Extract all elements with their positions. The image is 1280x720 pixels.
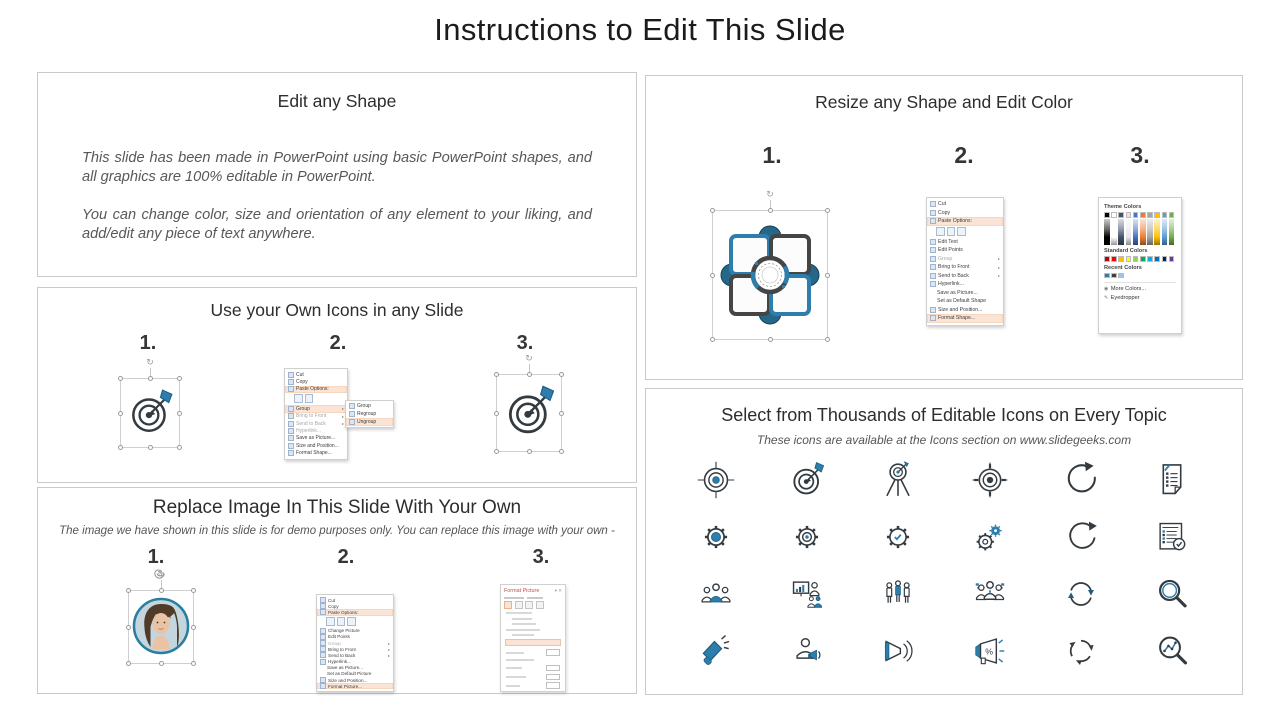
selection-handle[interactable] xyxy=(159,588,164,593)
menu-item-icon xyxy=(320,677,326,683)
selection-handle[interactable] xyxy=(768,208,773,213)
selection-handle[interactable] xyxy=(494,411,499,416)
menu-item-bring-to-front[interactable]: Bring to Front ▸ xyxy=(285,413,347,420)
menu-item-save-as-picture[interactable]: Save as Picture... xyxy=(937,289,978,296)
format-picture-tool-icons[interactable] xyxy=(504,601,562,609)
rotate-handle-icon[interactable]: ↻ xyxy=(766,189,774,199)
menu-item-paste-options[interactable]: Paste Options: xyxy=(285,386,347,393)
discount-megaphone-icon[interactable] xyxy=(968,629,1012,673)
target-dart-icon xyxy=(125,388,175,438)
theme-variant-strip[interactable] xyxy=(1169,219,1175,245)
format-picture-panel xyxy=(500,584,566,692)
format-picture-tabs[interactable] xyxy=(504,597,562,599)
checklist-approved-icon[interactable] xyxy=(1150,515,1194,559)
presentation-board-icon[interactable] xyxy=(785,572,829,616)
standard-color-swatch[interactable] xyxy=(1140,256,1146,262)
menu-item-size-and-position[interactable]: Size and Position... xyxy=(927,306,1003,315)
team-standing-icon[interactable] xyxy=(876,572,920,616)
selected-target-icon[interactable] xyxy=(496,353,562,452)
selection-handle[interactable] xyxy=(118,411,123,416)
skeleton-line xyxy=(506,612,532,614)
menu-item-paste-options[interactable]: Paste Options: xyxy=(317,609,393,615)
team-celebration-icon[interactable] xyxy=(968,572,1012,616)
selection-handle[interactable] xyxy=(126,661,131,666)
eyedropper-item[interactable]: ✎ Eyedropper xyxy=(1104,295,1140,302)
menu-item-edit-points[interactable]: Edit Points xyxy=(317,634,393,640)
theme-variant-strip[interactable] xyxy=(1133,219,1139,245)
menu-item-save-as-picture[interactable]: Save as Picture... xyxy=(285,435,347,442)
theme-colors-row xyxy=(1104,212,1176,218)
selection-handle[interactable] xyxy=(177,411,182,416)
standard-color-swatch[interactable] xyxy=(1147,256,1153,262)
menu-item-format-picture[interactable]: Format Picture... xyxy=(317,683,393,689)
paste-options-icons[interactable] xyxy=(927,226,1003,238)
submenu-arrow-icon: ▸ xyxy=(387,646,390,652)
skeleton-line xyxy=(506,659,534,661)
menu-item-icon xyxy=(288,421,294,427)
menu-item-icon xyxy=(930,264,936,270)
panel-close-icon[interactable]: ▾ ✕ xyxy=(554,588,562,593)
standard-color-swatch[interactable] xyxy=(1104,256,1110,262)
theme-color-swatch[interactable] xyxy=(1169,212,1175,218)
standard-color-swatch[interactable] xyxy=(1133,256,1139,262)
selection-handle[interactable] xyxy=(118,445,123,450)
paste-option-icon[interactable] xyxy=(936,227,945,236)
standard-color-swatch[interactable] xyxy=(1162,256,1168,262)
menu-item-edit-points[interactable]: Edit Points xyxy=(927,246,1003,255)
menu-item-regroup[interactable]: Regroup xyxy=(346,410,393,418)
menu-item-icon xyxy=(930,315,936,321)
target-dart-icon xyxy=(501,384,557,440)
gear-check-icon[interactable] xyxy=(876,515,920,559)
menu-item-group[interactable]: Group ▸ xyxy=(285,405,347,412)
menu-item-icon xyxy=(288,435,294,441)
standard-colors-row xyxy=(1104,256,1176,262)
menu-item-icon xyxy=(320,640,326,646)
theme-color-swatch[interactable] xyxy=(1147,212,1153,218)
menu-item-set-as-default-shape[interactable]: Set as Default Shape xyxy=(937,298,987,305)
selection-handle[interactable] xyxy=(559,411,564,416)
menu-item-set-as-default-picture[interactable]: Set as Default Picture xyxy=(327,671,372,677)
menu-item-format-shape[interactable]: Format Shape... xyxy=(285,450,347,457)
target-dart-icon[interactable] xyxy=(785,458,829,502)
menu-item-group[interactable]: Group ▸ xyxy=(317,640,393,646)
paste-option-icon[interactable] xyxy=(337,617,346,626)
menu-item-icon xyxy=(288,379,294,385)
menu-item-bring-to-front[interactable]: Bring to Front ▸ xyxy=(317,646,393,652)
submenu-arrow-icon: ▸ xyxy=(341,413,344,419)
selection-handle[interactable] xyxy=(494,372,499,377)
menu-item-icon xyxy=(288,450,294,456)
audience-group-icon[interactable] xyxy=(694,572,738,616)
panel-replace-image xyxy=(37,487,637,694)
panel-subtitle: These icons are available at the Icons section on www.slidegeeks.com xyxy=(756,433,1132,447)
rotate-handle-icon[interactable]: ↻ xyxy=(146,357,154,367)
step-number: 2. xyxy=(337,546,355,568)
step-number: 2. xyxy=(954,142,974,168)
menu-item-size-and-position[interactable]: Size and Position... xyxy=(317,677,393,683)
rotate-handle-icon[interactable]: ↻ xyxy=(525,353,533,363)
menu-item-icon xyxy=(349,419,355,425)
magnifier-icon[interactable] xyxy=(1150,572,1194,616)
theme-variant-strip[interactable] xyxy=(1162,219,1168,245)
menu-item-copy[interactable]: Copy xyxy=(285,378,347,385)
recent-color-swatch[interactable] xyxy=(1111,273,1117,279)
standard-colors-label: Standard Colors xyxy=(1104,248,1148,255)
theme-variants xyxy=(1104,219,1176,245)
step-number: 1. xyxy=(762,142,782,168)
panel-resize-edit-color xyxy=(645,75,1243,380)
menu-item-icon xyxy=(320,652,326,658)
portrait-photo xyxy=(132,597,190,655)
double-gears-icon[interactable] xyxy=(968,515,1012,559)
selection-handle[interactable] xyxy=(494,449,499,454)
menu-item-icon xyxy=(320,646,326,652)
step-number: 3. xyxy=(532,546,550,568)
menu-item-icon xyxy=(288,443,294,449)
menu-item-icon xyxy=(288,372,294,378)
menu-item-group[interactable]: Group xyxy=(346,402,393,410)
selection-handle[interactable] xyxy=(527,449,532,454)
step-number: 2. xyxy=(329,332,347,354)
archery-target-icon[interactable] xyxy=(876,458,920,502)
submenu-arrow-icon: ▸ xyxy=(997,273,1000,279)
theme-variant-strip[interactable] xyxy=(1111,219,1117,245)
menu-item-hyperlink[interactable]: Hyperlink... xyxy=(285,427,347,434)
cycle-arrows-icon[interactable] xyxy=(1059,629,1103,673)
menu-item-hyperlink[interactable]: Hyperlink... xyxy=(927,280,1003,289)
highlighted-option-row[interactable] xyxy=(505,639,561,646)
selection-handle[interactable] xyxy=(768,337,773,342)
theme-color-swatch[interactable] xyxy=(1111,212,1117,218)
panel-heading: Use your Own Icons in any Slide xyxy=(210,300,464,320)
selection-handle[interactable] xyxy=(825,273,830,278)
eyedropper-icon: ✎ xyxy=(1104,295,1109,302)
recent-color-swatch[interactable] xyxy=(1104,273,1110,279)
skeleton-line xyxy=(512,623,536,625)
selected-portrait-image[interactable] xyxy=(128,569,194,664)
menu-item-icon xyxy=(288,386,294,392)
theme-color-swatch[interactable] xyxy=(1162,212,1168,218)
menu-item-save-as-picture[interactable]: Save as Picture... xyxy=(327,665,364,671)
submenu-arrow-icon: ▸ xyxy=(997,264,1000,270)
more-colors-item[interactable]: ◉ More Colors... xyxy=(1104,286,1146,293)
panel-heading: Resize any Shape and Edit Color xyxy=(815,92,1073,112)
menu-item-cut[interactable]: Cut xyxy=(285,371,347,378)
standard-color-swatch[interactable] xyxy=(1126,256,1132,262)
target-crosshair-icon[interactable] xyxy=(694,458,738,502)
paste-option-icon[interactable] xyxy=(947,227,956,236)
skeleton-line xyxy=(512,618,532,620)
menu-item-icon xyxy=(320,603,326,609)
skeleton-input-row xyxy=(506,665,560,672)
menu-item-cut[interactable]: Cut xyxy=(927,200,1003,209)
menu-item-paste-options[interactable]: Paste Options: xyxy=(927,217,1003,226)
menu-item-icon xyxy=(320,609,326,615)
recent-colors-label: Recent Colors xyxy=(1104,264,1142,271)
rotate-arrow-icon[interactable] xyxy=(1059,515,1103,559)
context-menu-group xyxy=(284,368,377,460)
standard-color-swatch[interactable] xyxy=(1111,256,1117,262)
theme-variant-strip[interactable] xyxy=(1104,219,1110,245)
gear-dot-icon[interactable] xyxy=(785,515,829,559)
menu-item-bring-to-front[interactable]: Bring to Front ▸ xyxy=(927,263,1003,272)
skeleton-line xyxy=(512,634,534,636)
menu-item-send-to-back[interactable]: Send to Back ▸ xyxy=(285,420,347,427)
theme-color-swatch[interactable] xyxy=(1133,212,1139,218)
paste-option-icon[interactable] xyxy=(957,227,966,236)
standard-color-swatch[interactable] xyxy=(1154,256,1160,262)
menu-item-icon xyxy=(320,659,326,665)
menu-item-icon xyxy=(288,428,294,434)
menu-item-hyperlink[interactable]: Hyperlink... xyxy=(317,659,393,665)
standard-color-swatch[interactable] xyxy=(1169,256,1175,262)
theme-variant-strip[interactable] xyxy=(1140,219,1146,245)
step-number: 1. xyxy=(139,332,157,354)
menu-item-icon xyxy=(288,413,294,419)
step-number: 3. xyxy=(1130,142,1150,168)
selection-handle[interactable] xyxy=(191,588,196,593)
selection-handle[interactable] xyxy=(710,337,715,342)
panel-heading: Select from Thousands of Editable Icons on Every Topic xyxy=(721,405,1167,425)
menu-item-icon xyxy=(320,683,326,689)
gear-solid-icon[interactable] xyxy=(694,515,738,559)
panel-edit-any-shape xyxy=(37,72,637,277)
panel-subtitle: The image we have shown in this slide is for demo purposes only. You can replace this image with your own - xyxy=(59,525,615,537)
menu-item-icon xyxy=(320,597,326,603)
color-wheel-icon: ◉ xyxy=(1104,286,1109,293)
menu-item-icon xyxy=(930,201,936,207)
theme-variant-strip[interactable] xyxy=(1147,219,1153,245)
body-paragraph: You can change color, size and orientation of any element to your liking, and add/edit any piece of text anywhere. xyxy=(82,207,592,243)
paste-option-icon[interactable] xyxy=(326,617,335,626)
theme-color-swatch[interactable] xyxy=(1118,212,1124,218)
selected-shape-graphic[interactable] xyxy=(712,189,828,340)
selection-handle[interactable] xyxy=(559,372,564,377)
menu-item-change-picture[interactable]: Change Picture xyxy=(317,628,393,634)
menu-item-icon xyxy=(930,307,936,313)
quad-square-shape xyxy=(720,217,820,333)
menu-item-format-shape[interactable]: Format Shape... xyxy=(927,314,1003,323)
body-paragraph: This slide has been made in PowerPoint using basic PowerPoint shapes, and all graphics are 100% editable in PowerPoint. xyxy=(82,150,592,186)
group-submenu xyxy=(345,400,394,428)
refresh-arrow-icon[interactable] xyxy=(1059,458,1103,502)
panel-icons-library xyxy=(645,388,1243,695)
selection-handle[interactable] xyxy=(559,449,564,454)
panel-heading: Replace Image In This Slide With Your Own xyxy=(152,497,522,518)
menu-item-ungroup[interactable]: Ungroup xyxy=(346,418,393,426)
step-number: 3. xyxy=(516,332,534,354)
color-picker-panel xyxy=(1098,197,1182,334)
menu-item-send-to-back[interactable]: Send to Back ▸ xyxy=(927,272,1003,281)
theme-color-swatch[interactable] xyxy=(1104,212,1110,218)
submenu-arrow-icon: ▸ xyxy=(997,256,1000,262)
submenu-arrow-icon: ▸ xyxy=(341,421,344,427)
paste-option-icon[interactable] xyxy=(347,617,356,626)
selection-handle[interactable] xyxy=(177,445,182,450)
megaphone-promotion-icon[interactable] xyxy=(694,629,738,673)
skeleton-input-row xyxy=(506,682,560,689)
divider xyxy=(1104,282,1176,283)
menu-item-edit-text[interactable]: Edit Text xyxy=(927,238,1003,247)
recent-colors-row xyxy=(1104,273,1176,279)
menu-item-copy[interactable]: Copy xyxy=(317,603,393,609)
menu-item-copy[interactable]: Copy xyxy=(927,209,1003,218)
search-analytics-icon[interactable] xyxy=(1150,629,1194,673)
megaphone-side-icon[interactable] xyxy=(876,629,920,673)
menu-item-icon xyxy=(930,210,936,216)
selection-handle[interactable] xyxy=(177,376,182,381)
menu-item-icon xyxy=(288,406,294,412)
menu-item-icon xyxy=(930,256,936,262)
submenu-arrow-icon: ▸ xyxy=(387,652,390,658)
step-number: 1. xyxy=(147,546,165,568)
selection-handle[interactable] xyxy=(126,588,131,593)
selection-handle[interactable] xyxy=(148,376,153,381)
submenu-arrow-icon: ▸ xyxy=(341,406,344,412)
submenu-arrow-icon: ▸ xyxy=(387,640,390,646)
paste-options-icons[interactable] xyxy=(285,393,347,405)
menu-item-send-to-back[interactable]: Send to Back ▸ xyxy=(317,652,393,658)
theme-colors-label: Theme Colors xyxy=(1104,204,1142,210)
selection-handle[interactable] xyxy=(148,445,153,450)
selection-handle[interactable] xyxy=(825,208,830,213)
paste-options-icons[interactable] xyxy=(317,616,393,628)
selection-handle[interactable] xyxy=(159,661,164,666)
selection-handle[interactable] xyxy=(710,273,715,278)
theme-color-swatch[interactable] xyxy=(1154,212,1160,218)
selection-handle[interactable] xyxy=(527,372,532,377)
selection-handle[interactable] xyxy=(118,376,123,381)
selected-target-icon[interactable] xyxy=(120,357,180,448)
selection-handle[interactable] xyxy=(825,337,830,342)
menu-item-group[interactable]: Group ▸ xyxy=(927,255,1003,264)
paste-option-icon[interactable] xyxy=(294,394,303,403)
menu-item-icon xyxy=(320,634,326,640)
recent-color-swatch[interactable] xyxy=(1118,273,1124,279)
menu-item-icon xyxy=(930,239,936,245)
skeleton-input-row xyxy=(506,649,560,656)
announcer-person-icon[interactable] xyxy=(785,629,829,673)
theme-variant-strip[interactable] xyxy=(1118,219,1124,245)
panel-heading: Edit any Shape xyxy=(277,91,397,111)
rotate-handle-icon[interactable]: ↻ xyxy=(157,569,165,579)
menu-item-cut[interactable]: Cut xyxy=(317,597,393,603)
target-scope-icon[interactable] xyxy=(968,458,1012,502)
skeleton-line xyxy=(506,629,540,631)
format-picture-title: Format Picture xyxy=(504,588,540,594)
page-title: Instructions to Edit This Slide xyxy=(434,12,846,47)
selection-handle[interactable] xyxy=(126,625,131,630)
menu-item-icon xyxy=(930,247,936,253)
document-list-icon[interactable] xyxy=(1150,458,1194,502)
theme-variant-strip[interactable] xyxy=(1154,219,1160,245)
menu-item-icon xyxy=(349,403,355,409)
paste-option-icon[interactable] xyxy=(305,394,314,403)
menu-item-size-and-position[interactable]: Size and Position... xyxy=(285,442,347,449)
standard-color-swatch[interactable] xyxy=(1118,256,1124,262)
menu-item-icon xyxy=(930,281,936,287)
panel-use-own-icons xyxy=(37,287,637,483)
selection-handle[interactable] xyxy=(191,625,196,630)
selection-handle[interactable] xyxy=(710,208,715,213)
menu-item-icon xyxy=(930,218,936,224)
menu-item-icon xyxy=(930,273,936,279)
icon-grid xyxy=(670,451,1218,680)
menu-item-icon xyxy=(349,411,355,417)
menu-item-icon xyxy=(320,628,326,634)
sync-arrows-icon[interactable] xyxy=(1059,572,1103,616)
theme-variant-strip[interactable] xyxy=(1126,219,1132,245)
context-menu-picture xyxy=(316,594,394,692)
context-menu-shape xyxy=(926,197,1004,326)
theme-color-swatch[interactable] xyxy=(1140,212,1146,218)
skeleton-input-row xyxy=(506,674,560,681)
selection-handle[interactable] xyxy=(191,661,196,666)
theme-color-swatch[interactable] xyxy=(1126,212,1132,218)
